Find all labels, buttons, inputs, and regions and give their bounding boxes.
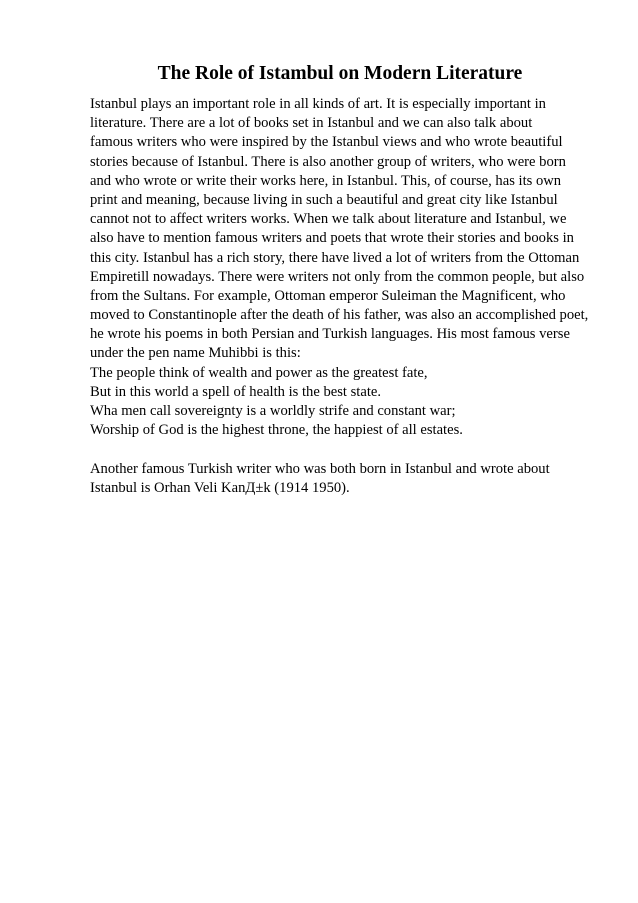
- poem-line: Worship of God is the highest throne, the happiest of all estates.: [90, 422, 463, 439]
- text-line: also have to mention famous writers and poets that wrote their stories and books in: [90, 230, 574, 247]
- text-line: Istanbul plays an important role in all kinds of art. It is especially important in: [90, 96, 546, 112]
- text-line: this city. Istanbul has a rich story, there have lived a lot of writers from the Ottoman: [90, 249, 580, 266]
- poem-line: But in this world a spell of health is the best state.: [90, 383, 382, 400]
- text-line: he wrote his poems in both Persian and Turkish languages. His most famous verse: [90, 326, 570, 343]
- document-body: [90, 95, 630, 498]
- poem-line: The people think of wealth and power as the greatest fate,: [90, 364, 428, 381]
- text-line: moved to Constantinople after the death of his father, was also an accomplished poet,: [90, 307, 589, 324]
- paragraph-spacer: [90, 440, 630, 459]
- text-line: under the pen name Muhibbi is this:: [90, 345, 301, 362]
- poem-verse: [90, 364, 630, 441]
- text-line: and who wrote or write their works here, in Istanbul. This, of course, has its own: [90, 172, 562, 189]
- text-line: literature. There are a lot of books set in Istanbul and we can also talk about: [90, 115, 533, 132]
- paragraph-intro: [90, 95, 630, 364]
- text-line: Another famous Turkish writer who was both born in Istanbul and wrote about: [90, 460, 550, 477]
- paragraph-orhan-veli: [90, 460, 630, 498]
- text-line: from the Sultans. For example, Ottoman emperor Suleiman the Magnificent, who: [90, 287, 566, 304]
- text-line: stories because of Istanbul. There is also another group of writers, who were born: [90, 153, 566, 170]
- text-line: famous writers who were inspired by the Istanbul views and who wrote beautiful: [90, 134, 563, 151]
- text-line: cannot not to affect writers works. When we talk about literature and Istanbul, we: [90, 211, 567, 228]
- poem-line: Wha men call sovereignty is a worldly strife and constant war;: [90, 403, 456, 419]
- text-line: print and meaning, because living in such a beautiful and great city like Istanbul: [90, 191, 558, 208]
- text-line: Empiretill nowadays. There were writers not only from the common people, but also: [90, 268, 585, 285]
- text-line: Istanbul is Orhan Veli KanД±k (1914 1950).: [90, 479, 350, 496]
- document-title: The Role of Istambul on Modern Literature: [157, 63, 523, 84]
